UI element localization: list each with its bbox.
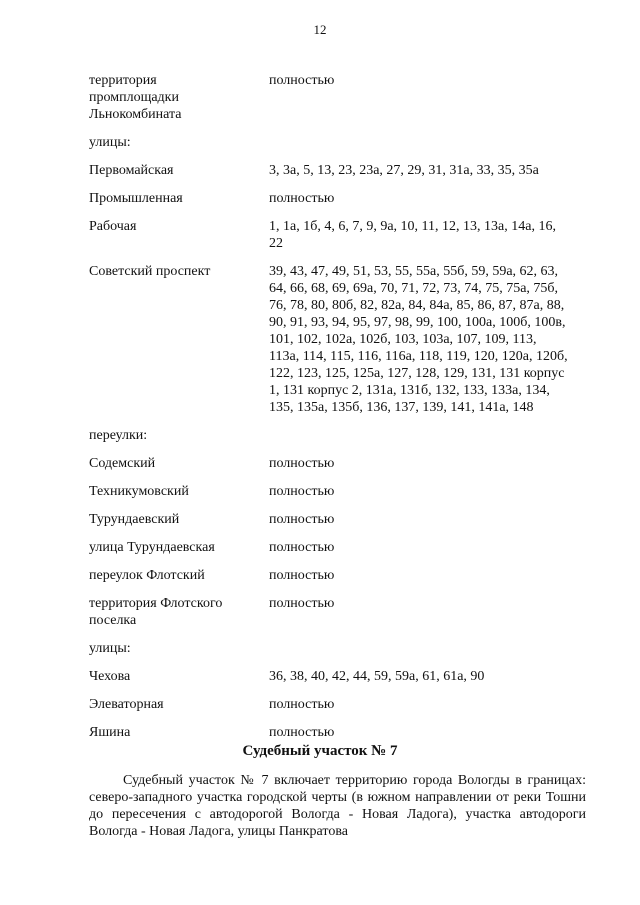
list-row [89,696,569,713]
list-section-label [89,427,569,444]
street-name: Яшина [89,725,131,740]
house-numbers: полностью [269,596,335,611]
list-row [89,483,569,500]
house-numbers: полностью [269,725,335,740]
list-section-label [89,134,569,151]
house-numbers: полностью [269,73,335,88]
section-label: улицы: [89,135,131,150]
house-numbers: 39, 43, 47, 49, 51, 53, 55, 55а, 55б, 59, 59а, 62, 63, 64, 66, 68, 69, 69а, 70, 71, 72, 73, 74, 75, 75а, 75б, 76, 78, 80, 80б, 82, 82а, 84, 84а, 85, 86, 87, 87а, 88, 90, 91, 93, 94, 95, 97, 98, 99, 100, 100а, 100б, 100в, 101, 102, 102а, 102б, 103, 103а, 107, 109, 113, 113а, 114, 115, 116, 116а, 118, 119, 120, 120а, 120б, 122, 123, 125, 125а, 127, 128, 129, 131, 131 корпус 1, 131 корпус 2, 131а, 131б, 132, 133, 133а, 134, 135, 135а, 135б, 136, 137, 139, 141, 141а, 148 [269,264,568,415]
street-name: Первомайская [89,163,174,178]
list-row [89,539,569,556]
street-name: Техникумовский [89,484,189,499]
list-row [89,218,569,252]
street-name: Советский проспект [89,264,211,279]
house-numbers [269,134,569,151]
street-name: Рабочая [89,219,137,234]
list-row [89,72,569,123]
house-numbers: полностью [269,456,335,471]
list-row [89,455,569,472]
street-name: Турундаевский [89,512,180,527]
list-row [89,162,569,179]
house-numbers: 36, 38, 40, 42, 44, 59, 59а, 61, 61а, 90 [269,669,485,684]
section-label: улицы: [89,641,131,656]
street-name: Промышленная [89,191,183,206]
page-number: 12 [313,22,327,37]
list-row [89,567,569,584]
street-name: улица Турундаевская [89,540,215,555]
section-label: переулки: [89,428,148,443]
list-row [89,190,569,207]
street-name: Элеваторная [89,697,164,712]
list-section-label [89,640,569,657]
house-numbers: полностью [269,540,335,555]
address-list [89,72,569,752]
street-name: Чехова [89,669,131,684]
house-numbers: полностью [269,512,335,527]
house-numbers: 1, 1а, 1б, 4, 6, 7, 9, 9а, 10, 11, 12, 13, 13а, 14а, 16, 22 [269,219,556,251]
house-numbers: полностью [269,191,335,206]
house-numbers: полностью [269,484,335,499]
house-numbers [269,427,569,444]
list-row [89,511,569,528]
list-row [89,595,569,629]
list-row [89,724,569,741]
house-numbers: полностью [269,568,335,583]
body-paragraph: Судебный участок № 7 включает территорию города Вологды в границах: северо-западного участка городской черты (в южном направлении от реки Тошни до пересечения с автодорогой Вологда - Новая Ладога), участка автодороги Вологда - Новая Ладога, улицы Панкратова [89,773,586,839]
list-row [89,668,569,685]
street-name: переулок Флотский [89,568,205,583]
house-numbers [269,640,569,657]
list-row [89,263,569,416]
street-name: территория Флотского поселка [89,596,223,628]
house-numbers: 3, 3а, 5, 13, 23, 23а, 27, 29, 31, 31а, 33, 35, 35а [269,163,539,178]
house-numbers: полностью [269,697,335,712]
street-name: Содемский [89,456,156,471]
street-name: территория промплощадки Льнокомбината [89,73,182,122]
section-title: Судебный участок № 7 [242,743,398,759]
